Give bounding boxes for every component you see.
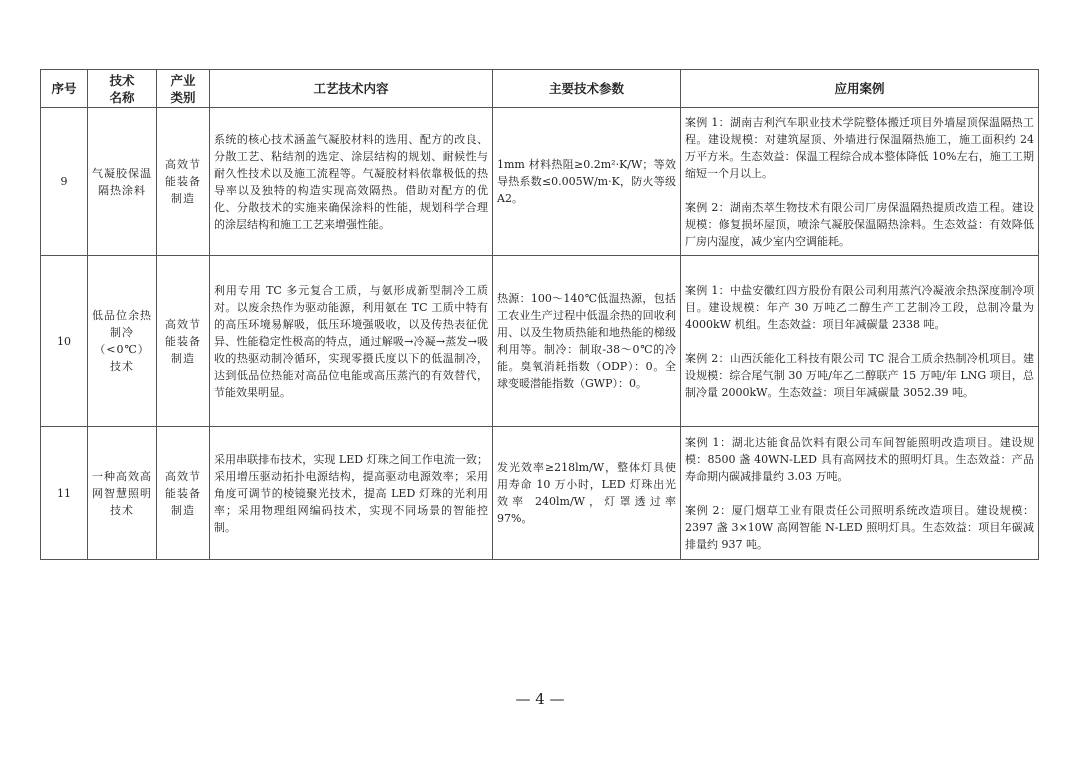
- process-content: 系统的核心技术涵盖气凝胶材料的选用、配方的改良、分散工艺、粘结剂的选定、涂层结构的规划、耐候性与耐久性技术以及施工流程等。气凝胶材料依靠极低的热导率以及独特的构造实现高效隔热。借助对配方的优化、分散技术的实施来确保涂料的性能，规划科学合理的涂层结构和施工工艺来增强性能。: [210, 108, 493, 256]
- header-name: 技术 名称: [88, 70, 157, 108]
- tech-name: 气凝胶保温隔热涂料: [88, 108, 157, 256]
- industry-category: 高效节能装备制造: [157, 256, 210, 427]
- tech-name: 一种高效高网智慧照明技术: [88, 427, 157, 560]
- application-cases: [681, 427, 1039, 560]
- process-content: 采用串联排布技术，实现 LED 灯珠之间工作电流一致；采用增压驱动拓扑电源结构，提高驱动电源效率；采用角度可调节的棱镜聚光技术，提高 LED 灯珠的光利用率；采用物理组网编码技术，实现不同场景的智能控制。: [210, 427, 493, 560]
- application-cases: [681, 108, 1039, 256]
- industry-category: 高效节能装备制造: [157, 427, 210, 560]
- application-cases: [681, 256, 1039, 427]
- table-header-row: [41, 70, 1039, 108]
- header-index: 序号: [41, 70, 88, 108]
- tech-params: 发光效率≥218lm/W，整体灯具使用寿命 10 万小时，LED 灯珠出光效率 240lm/W，灯罩透过率 97%。: [493, 427, 681, 560]
- tech-params: 1mm 材料热阻≥0.2m²·K/W；等效导热系数≤0.005W/m·K，防火等级 A2。: [493, 108, 681, 256]
- header-category: 产业 类别: [157, 70, 210, 108]
- page-number: — 4 —: [515, 690, 565, 708]
- case-1: 案例 1：湖南吉利汽车职业技术学院整体搬迁项目外墙屋顶保温隔热工程。建设规模：对建筑屋顶、外墙进行保温隔热施工，施工面积约 24 万平方米。生态效益：保温工程综合成本整体降低 10%左右，施工工期缩短一个月以上。: [685, 115, 1034, 180]
- case-2: 案例 2：厦门烟草工业有限责任公司照明系统改造项目。建设规模：2397 盏 3×10W 高网智能 N-LED 照明灯具。生态效益：项目年碳减排量约 937 吨。: [685, 503, 1034, 551]
- case-2: 案例 2：山西沃能化工科技有限公司 TC 混合工质余热制冷机项目。建设规模：综合尾气制 30 万吨/年乙二醇联产 15 万吨/年 LNG 项目，总制冷量 2000kW。生态效益：项目年减碳量 3052.39 吨。: [685, 351, 1034, 399]
- row-index: 10: [41, 256, 88, 427]
- header-process: 工艺技术内容: [210, 70, 493, 108]
- case-1: 案例 1：湖北达能食品饮料有限公司车间智能照明改造项目。建设规模：8500 盏 40WN-LED 具有高网技术的照明灯具。生态效益：产品寿命期内碳减排量约 3.03 万吨。: [685, 435, 1034, 483]
- industry-category: 高效节能装备制造: [157, 108, 210, 256]
- table-row: [41, 256, 1039, 427]
- table-row: [41, 108, 1039, 256]
- header-cases: 应用案例: [681, 70, 1039, 108]
- table-row: [41, 427, 1039, 560]
- tech-name: 低品位余热制冷（<0℃）技术: [88, 256, 157, 427]
- process-content: 利用专用 TC 多元复合工质，与氨形成新型制冷工质对。以废余热作为驱动能源，利用氨在 TC 工质中特有的高压环境易解吸，低压环境强吸收，以及传热表征优异、性能稳定性极高的特点，通过解吸→冷凝→蒸发→吸收的热驱动制冷循环，实现零摄氏度以下的低温制冷，达到低品位热能对高品位电能或高压蒸汽的有效替代，节能效果明显。: [210, 256, 493, 427]
- header-params: 主要技术参数: [493, 70, 681, 108]
- case-2: 案例 2：湖南杰萃生物技术有限公司厂房保温隔热提质改造工程。建设规模：修复损坏屋顶，喷涂气凝胶保温隔热涂料。生态效益：有效降低厂房内湿度，减少室内空调能耗。: [685, 200, 1034, 248]
- technology-table: [40, 69, 1039, 560]
- row-index: 11: [41, 427, 88, 560]
- row-index: 9: [41, 108, 88, 256]
- tech-params: 热源：100～140℃低温热源，包括工农业生产过程中低温余热的回收利用、以及生物质热能和地热能的梯级利用等。制冷：制取-38～0℃的冷能。臭氧消耗指数（ODP）：0。全球变暖潜能指数（GWP）：0。: [493, 256, 681, 427]
- case-1: 案例 1：中盐安徽红四方股份有限公司利用蒸汽冷凝液余热深度制冷项目。建设规模：年产 30 万吨乙二醇生产工艺制冷工段，总制冷量为 4000kW 机组。生态效益：项目年减碳量 2338 吨。: [685, 283, 1034, 331]
